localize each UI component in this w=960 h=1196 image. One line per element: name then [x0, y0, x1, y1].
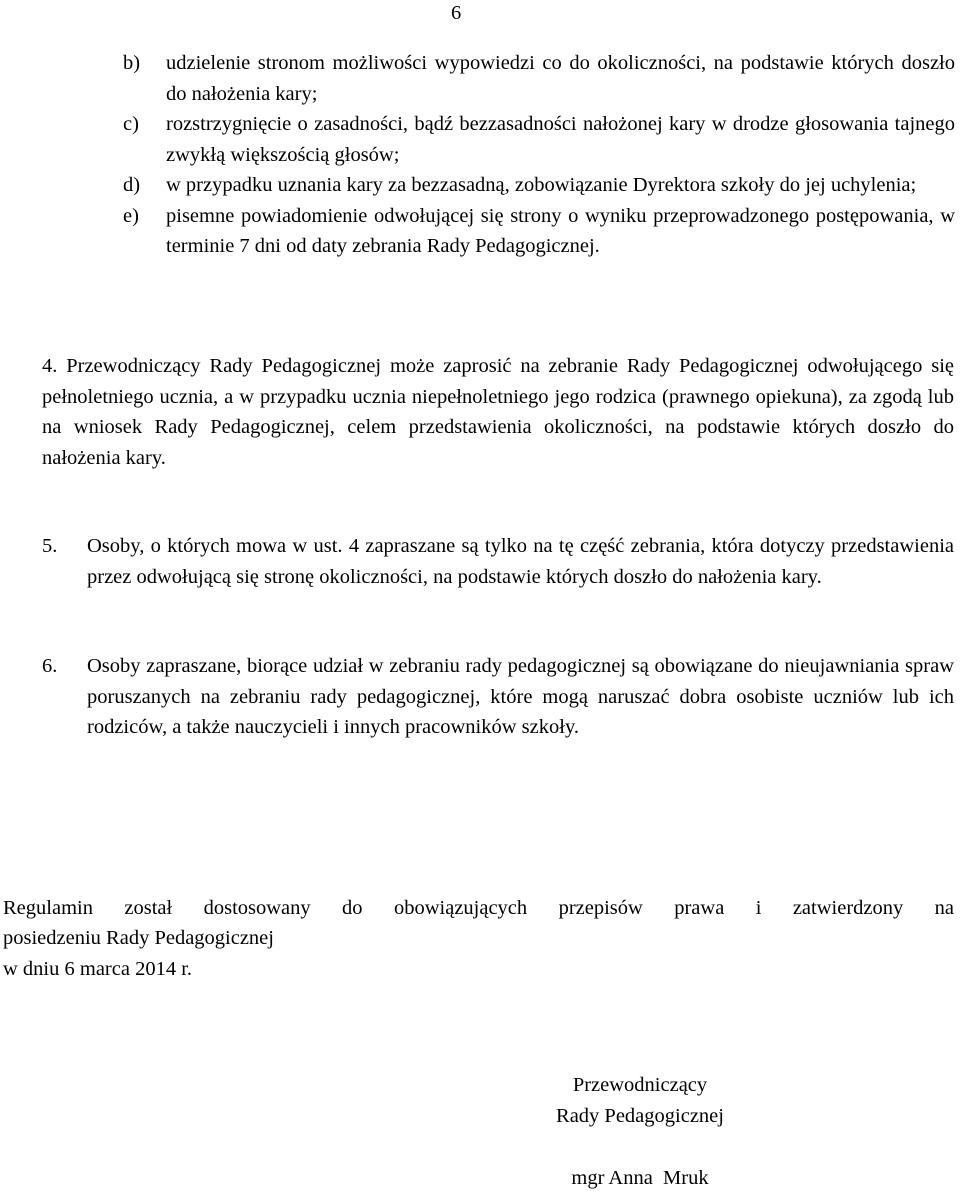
sub-item-text: rozstrzygnięcie o zasadności, bądź bezzasadności nałożonej kary w drodze głosowania tajnego zwykłą większością głosów;: [166, 113, 955, 166]
closing-line-1: Regulamin został dostosowany do obowiązujących przepisów prawa i zatwierdzony na: [3, 897, 954, 919]
sub-item-b: [123, 48, 955, 109]
paragraph-number: 4.: [42, 355, 58, 377]
sub-item-text: pisemne powiadomienie odwołującej się strony o wyniku przeprowadzonego postępowania, w terminie 7 dni od daty zebrania Rady Pedagogicznej.: [166, 204, 955, 257]
paragraph-number: 6.: [42, 655, 58, 677]
closing-line-3: w dniu 6 marca 2014 r.: [3, 957, 193, 980]
sub-item-e: [123, 201, 955, 262]
sub-item-marker: b): [123, 52, 141, 74]
sub-item-list: [123, 48, 955, 262]
paragraph-number: 5.: [42, 535, 58, 557]
paragraph-text: Przewodniczący Rady Pedagogicznej może zaprosić na zebranie Rady Pedagogicznej odwołującego się pełnoletniego ucznia, a w przypadku ucznia niepełnoletniego jego rodzica (prawnego opiekuna), za zgodą lub na wniosek Rady Pedagogicznej, celem przedstawienia okoliczności, na podstawie których doszło do nałożenia kary.: [42, 355, 954, 469]
sub-item-d: [123, 170, 955, 201]
sub-item-marker: c): [123, 113, 139, 135]
signature-block: [510, 1070, 770, 1194]
sub-item-c: [123, 109, 955, 170]
sub-item-text: w przypadku uznania kary za bezzasadną, zobowiązanie Dyrektora szkoły do jej uchylenia;: [166, 174, 917, 196]
paragraph-6: [42, 651, 954, 743]
closing-line-2: posiedzeniu Rady Pedagogicznej: [3, 927, 274, 950]
paragraph-4: [42, 351, 954, 473]
closing-statement: [3, 893, 954, 984]
page-number: 6: [451, 2, 462, 24]
paragraph-text: Osoby, o których mowa w ust. 4 zapraszane są tylko na tę część zebrania, która dotyczy przedstawienia przez odwołującą się stronę okoliczności, na podstawie których doszło do nałożenia kary.: [87, 535, 954, 588]
sub-item-marker: d): [123, 174, 141, 196]
sub-item-text: udzielenie stronom możliwości wypowiedzi co do okoliczności, na podstawie których doszło do nałożenia kary;: [166, 52, 955, 105]
signature-name: mgr Anna Mruk: [571, 1167, 709, 1189]
signature-body: Rady Pedagogicznej: [556, 1105, 724, 1127]
sub-item-marker: e): [123, 204, 139, 227]
paragraph-5: [42, 531, 954, 592]
paragraph-text: Osoby zapraszane, biorące udział w zebraniu rady pedagogicznej są obowiązane do nieujawniania spraw poruszanych na zebraniu rady pedagogicznej, które mogą naruszać dobra osobiste uczniów lub ich rodziców, a także nauczycieli i innych pracowników szkoły.: [87, 655, 954, 739]
signature-title: Przewodniczący: [572, 1074, 708, 1096]
